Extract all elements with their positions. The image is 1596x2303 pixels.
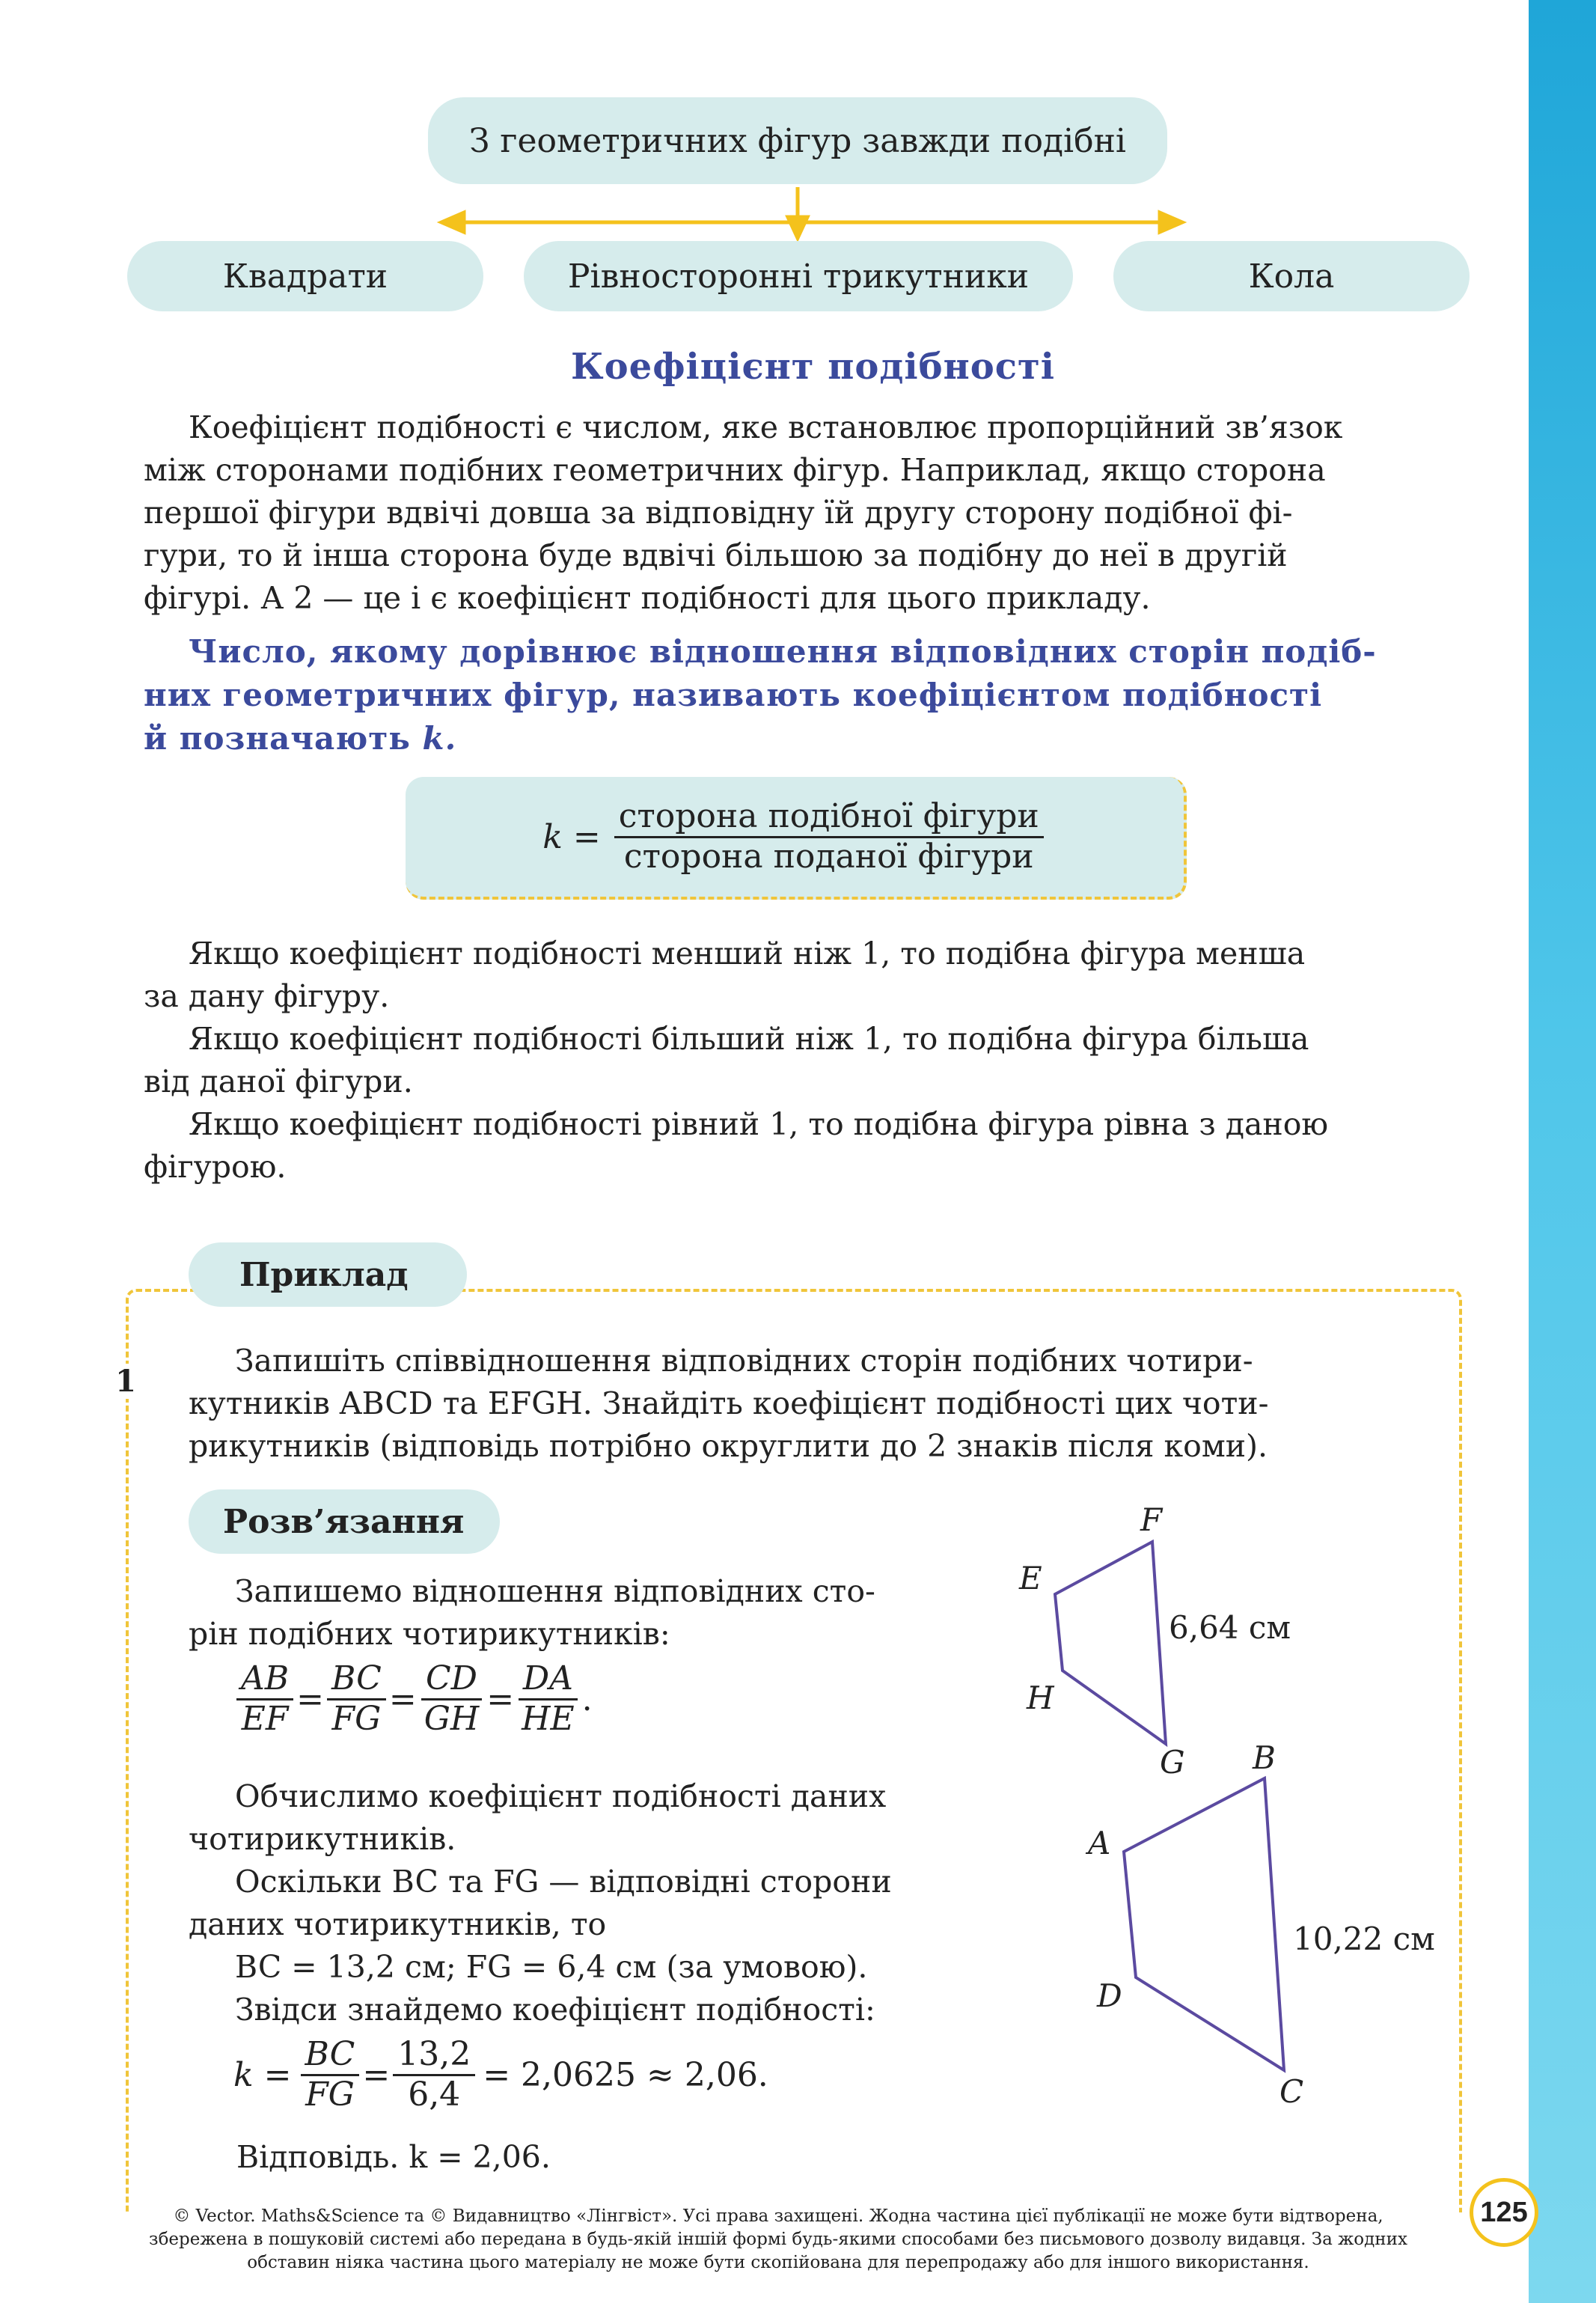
calc-line: Обчислимо коефіцієнт подібності даних: [235, 1778, 887, 1814]
eq-sign: =: [296, 1680, 324, 1718]
ratio-den: FG: [331, 1699, 382, 1738]
period: .: [581, 1680, 593, 1718]
quadrilaterals-figure: [1003, 1504, 1347, 2141]
diagram-child-circles: Кола: [1113, 241, 1470, 311]
page-number: 125: [1470, 2178, 1538, 2247]
footer-line: збережена в пошуковій системі або передана в будь-якій іншій формі будь-якими способами без письмового дозволу видавця. За жодних: [149, 2230, 1407, 2249]
rule-line: фігурою.: [144, 1149, 287, 1185]
solution-line: рін подібних чотирикутників:: [189, 1616, 670, 1652]
diagram-root: З геометричних фігур завжди подібні: [428, 97, 1167, 184]
example-label: Приклад: [189, 1242, 467, 1307]
intro-line: гури, то й інша сторона буде вдвічі більшою за подібну до неї в другій: [144, 537, 1288, 573]
k-lhs: k =: [233, 2055, 292, 2094]
vertex-b: B: [1253, 1739, 1276, 1776]
vertex-h: H: [1027, 1680, 1054, 1716]
example-number: 1: [112, 1364, 139, 1399]
calc-line: Звідси знайдемо коефіцієнт подібності:: [235, 1992, 875, 2028]
section-title: Коефіцієнт подібності: [571, 346, 1055, 388]
vertex-f: F: [1140, 1501, 1163, 1538]
k-frac1-num: BC: [301, 2036, 360, 2076]
vertex-g: G: [1160, 1744, 1185, 1781]
quad-efgh: [1055, 1542, 1166, 1744]
intro-line: першої фігури вдвічі довша за відповідну їй другу сторону подібної фі-: [144, 495, 1293, 531]
ratio-num: CD: [421, 1660, 482, 1700]
side-fg-length: 6,64 см: [1169, 1609, 1291, 1646]
footer-line: © Vector. Maths&Science та © Видавництво «Лінгвіст». Усі права захищені. Жодна частина цієї публікації не може бути відтворена,: [173, 2206, 1383, 2226]
formula-denominator: сторона поданої фігури: [623, 837, 1034, 876]
k-frac1-den: FG: [305, 2075, 355, 2114]
formula-lhs: k =: [542, 817, 601, 856]
copyright-footer: [75, 2205, 1482, 2275]
calc-line: BC = 13,2 см; FG = 6,4 см (за умовою).: [235, 1949, 868, 1985]
intro-line: Коефіцієнт подібності є числом, яке встановлює пропорційний зв’язок: [189, 409, 1343, 445]
vertex-c: C: [1279, 2073, 1304, 2110]
k-frac2-num: 13,2: [393, 2036, 475, 2076]
example-task: [189, 1340, 1408, 1468]
intro-line: фігурі. А 2 — це і є коефіцієнт подібності для цього прикладу.: [144, 580, 1151, 616]
eq-sign: =: [362, 2055, 391, 2094]
ratio-den: HE: [522, 1699, 575, 1738]
eq-sign: =: [486, 1680, 515, 1718]
diagram-child-squares: Квадрати: [127, 241, 483, 311]
task-line: кутників ABCD та EFGH. Знайдіть коефіцієнт подібності цих чоти-: [189, 1385, 1269, 1421]
calc-line: даних чотирикутників, то: [189, 1906, 607, 1942]
task-line: Запишіть співвідношення відповідних сторін подібних чотири-: [235, 1343, 1253, 1379]
ratio-num: DA: [519, 1660, 578, 1700]
solution-intro: [189, 1570, 974, 1656]
calculation: [189, 1775, 974, 2031]
vertex-e: E: [1019, 1560, 1042, 1596]
definition-line: й позначають k.: [144, 720, 457, 757]
rule-line: Якщо коефіцієнт подібності менший ніж 1, то подібна фігура менша: [189, 936, 1306, 971]
definition-line: них геометричних фігур, називають коефіцієнтом подібності: [144, 677, 1323, 713]
ratio-num: BC: [327, 1660, 386, 1700]
formula-box: [406, 777, 1187, 900]
calc-line: Оскільки BC та FG — відповідні сторони: [235, 1864, 892, 1900]
ratio-num: AB: [236, 1660, 293, 1700]
footer-line: обставин ніяка частина цього матеріалу не може бути скопійована для перепродажу або для іншого використання.: [247, 2253, 1309, 2272]
ratio-den: EF: [241, 1699, 289, 1738]
ratio-equation: [233, 1660, 593, 1738]
rules: [144, 933, 1449, 1189]
vertex-d: D: [1097, 1977, 1122, 2014]
formula-numerator: сторона подібної фігури: [614, 798, 1044, 838]
solution-label: Розв’язання: [189, 1489, 500, 1554]
eq-sign: =: [388, 1680, 417, 1718]
k-result: = 2,0625 ≈ 2,06.: [483, 2055, 768, 2094]
diagram-child-triangles: Рівносторонні трикутники: [524, 241, 1073, 311]
intro-line: між сторонами подібних геометричних фігур. Наприклад, якщо сторона: [144, 452, 1326, 488]
quad-abcd: [1124, 1778, 1284, 2070]
definition-line: Число, якому дорівнює відношення відповідних сторін подіб-: [189, 633, 1377, 670]
k-formula: [233, 2036, 768, 2114]
solution-line: Запишемо відношення відповідних сто-: [235, 1573, 875, 1609]
vertex-a: A: [1088, 1825, 1111, 1861]
rule-line: за дану фігуру.: [144, 978, 390, 1014]
definition: [144, 630, 1449, 760]
calc-line: чотирикутників.: [189, 1821, 456, 1857]
answer: Відповідь. k = 2,06.: [236, 2139, 551, 2175]
rule-line: Якщо коефіцієнт подібності рівний 1, то подібна фігура рівна з даною: [189, 1106, 1329, 1142]
definition-var: k.: [422, 720, 457, 757]
ratio-den: GH: [424, 1699, 480, 1738]
intro-paragraph: [144, 406, 1449, 620]
side-bc-length: 10,22 см: [1293, 1921, 1435, 1957]
k-frac2-den: 6,4: [408, 2075, 461, 2114]
rule-line: від даної фігури.: [144, 1064, 413, 1099]
rule-line: Якщо коефіцієнт подібності більший ніж 1, то подібна фігура більша: [189, 1021, 1309, 1057]
task-line: рикутників (відповідь потрібно округлити до 2 знаків після коми).: [189, 1428, 1268, 1464]
